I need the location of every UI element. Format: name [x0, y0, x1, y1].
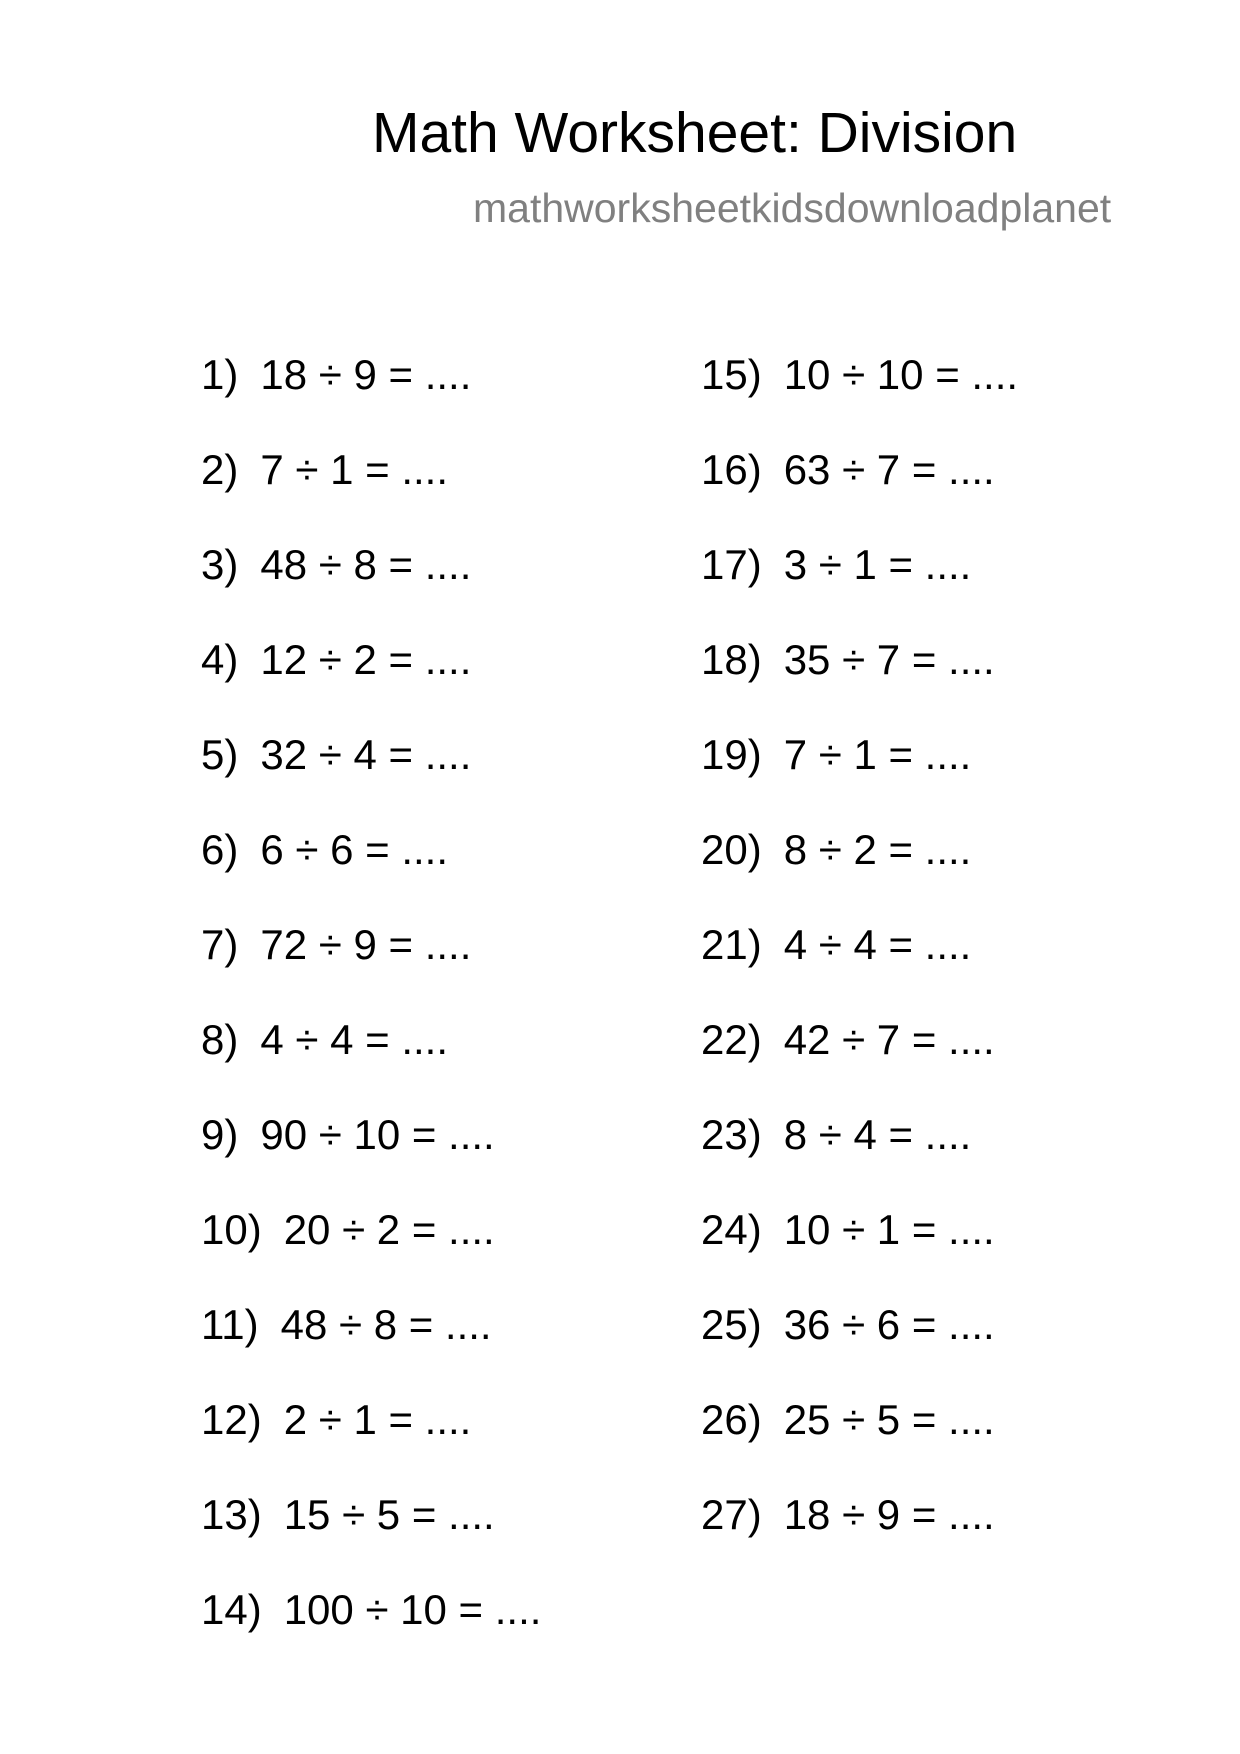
problem-number: 25)	[701, 1301, 762, 1348]
problem-item	[701, 1110, 971, 1160]
problem-number: 12)	[201, 1396, 262, 1443]
problem-item	[701, 1015, 995, 1065]
problem-expression: 72 ÷ 9 = ....	[260, 921, 472, 968]
problem-item	[701, 1300, 995, 1350]
problem-expression: 25 ÷ 5 = ....	[783, 1396, 995, 1443]
problem-expression: 42 ÷ 7 = ....	[783, 1016, 995, 1063]
problem-expression: 15 ÷ 5 = ....	[283, 1491, 495, 1538]
problem-expression: 10 ÷ 10 = ....	[783, 351, 1019, 398]
problem-number: 4)	[201, 636, 239, 683]
problem-expression: 3 ÷ 1 = ....	[783, 541, 972, 588]
problem-number: 7)	[201, 921, 239, 968]
problem-number: 6)	[201, 826, 239, 873]
problem-number: 18)	[701, 636, 762, 683]
problem-item	[701, 920, 971, 970]
problem-item	[201, 445, 448, 495]
problem-item	[701, 445, 995, 495]
problem-item	[201, 540, 471, 590]
problem-number: 11)	[201, 1301, 259, 1348]
problem-item	[201, 350, 471, 400]
page-title: Math Worksheet: Division	[372, 101, 1018, 165]
problem-item	[201, 1205, 495, 1255]
problem-expression: 18 ÷ 9 = ....	[783, 1491, 995, 1538]
problem-number: 5)	[201, 731, 239, 778]
problem-expression: 100 ÷ 10 = ....	[283, 1586, 542, 1633]
problem-expression: 90 ÷ 10 = ....	[260, 1111, 495, 1158]
problem-expression: 8 ÷ 4 = ....	[783, 1111, 972, 1158]
problem-expression: 12 ÷ 2 = ....	[260, 636, 472, 683]
problem-item	[701, 540, 971, 590]
problem-number: 26)	[701, 1396, 762, 1443]
problem-expression: 6 ÷ 6 = ....	[260, 826, 449, 873]
problem-expression: 10 ÷ 1 = ....	[783, 1206, 995, 1253]
problem-number: 16)	[701, 446, 762, 493]
problem-expression: 7 ÷ 1 = ....	[783, 731, 972, 778]
problem-item	[201, 635, 471, 685]
problem-item	[201, 825, 448, 875]
problem-item	[701, 1205, 995, 1255]
problem-expression: 63 ÷ 7 = ....	[783, 446, 995, 493]
problem-expression: 20 ÷ 2 = ....	[283, 1206, 495, 1253]
problem-item	[701, 825, 971, 875]
problem-item	[201, 1585, 541, 1635]
problem-item	[701, 635, 995, 685]
problem-expression: 8 ÷ 2 = ....	[783, 826, 972, 873]
page-subtitle: mathworksheetkidsdownloadplanet	[473, 185, 1112, 231]
problem-item	[701, 350, 1018, 400]
problem-expression: 4 ÷ 4 = ....	[783, 921, 972, 968]
problem-item	[201, 1395, 471, 1445]
problem-item	[201, 1015, 448, 1065]
problem-expression: 48 ÷ 8 = ....	[280, 1301, 492, 1348]
problem-number: 2)	[201, 446, 239, 493]
problem-expression: 4 ÷ 4 = ....	[260, 1016, 449, 1063]
problem-item	[201, 1490, 495, 1540]
problem-item	[701, 730, 971, 780]
problem-item	[701, 1490, 995, 1540]
problem-item	[201, 1110, 495, 1160]
problem-number: 17)	[701, 541, 762, 588]
problem-number: 27)	[701, 1491, 762, 1538]
problem-number: 10)	[201, 1206, 262, 1253]
problem-expression: 32 ÷ 4 = ....	[260, 731, 472, 778]
problem-number: 21)	[701, 921, 762, 968]
problem-number: 3)	[201, 541, 239, 588]
problem-expression: 7 ÷ 1 = ....	[260, 446, 449, 493]
problem-number: 1)	[201, 351, 239, 398]
problem-number: 8)	[201, 1016, 239, 1063]
problem-number: 20)	[701, 826, 762, 873]
problem-item	[201, 920, 471, 970]
problem-number: 19)	[701, 731, 762, 778]
problem-expression: 35 ÷ 7 = ....	[783, 636, 995, 683]
problem-expression: 2 ÷ 1 = ....	[283, 1396, 472, 1443]
problem-number: 24)	[701, 1206, 762, 1253]
problem-item	[701, 1395, 995, 1445]
problem-number: 13)	[201, 1491, 262, 1538]
problem-item	[201, 730, 471, 780]
problem-expression: 36 ÷ 6 = ....	[783, 1301, 995, 1348]
problem-number: 23)	[701, 1111, 762, 1158]
problem-number: 9)	[201, 1111, 239, 1158]
problem-item	[201, 1300, 492, 1350]
problem-number: 22)	[701, 1016, 762, 1063]
problem-number: 15)	[701, 351, 762, 398]
problem-expression: 18 ÷ 9 = ....	[260, 351, 472, 398]
problem-number: 14)	[201, 1586, 262, 1633]
problem-expression: 48 ÷ 8 = ....	[260, 541, 472, 588]
